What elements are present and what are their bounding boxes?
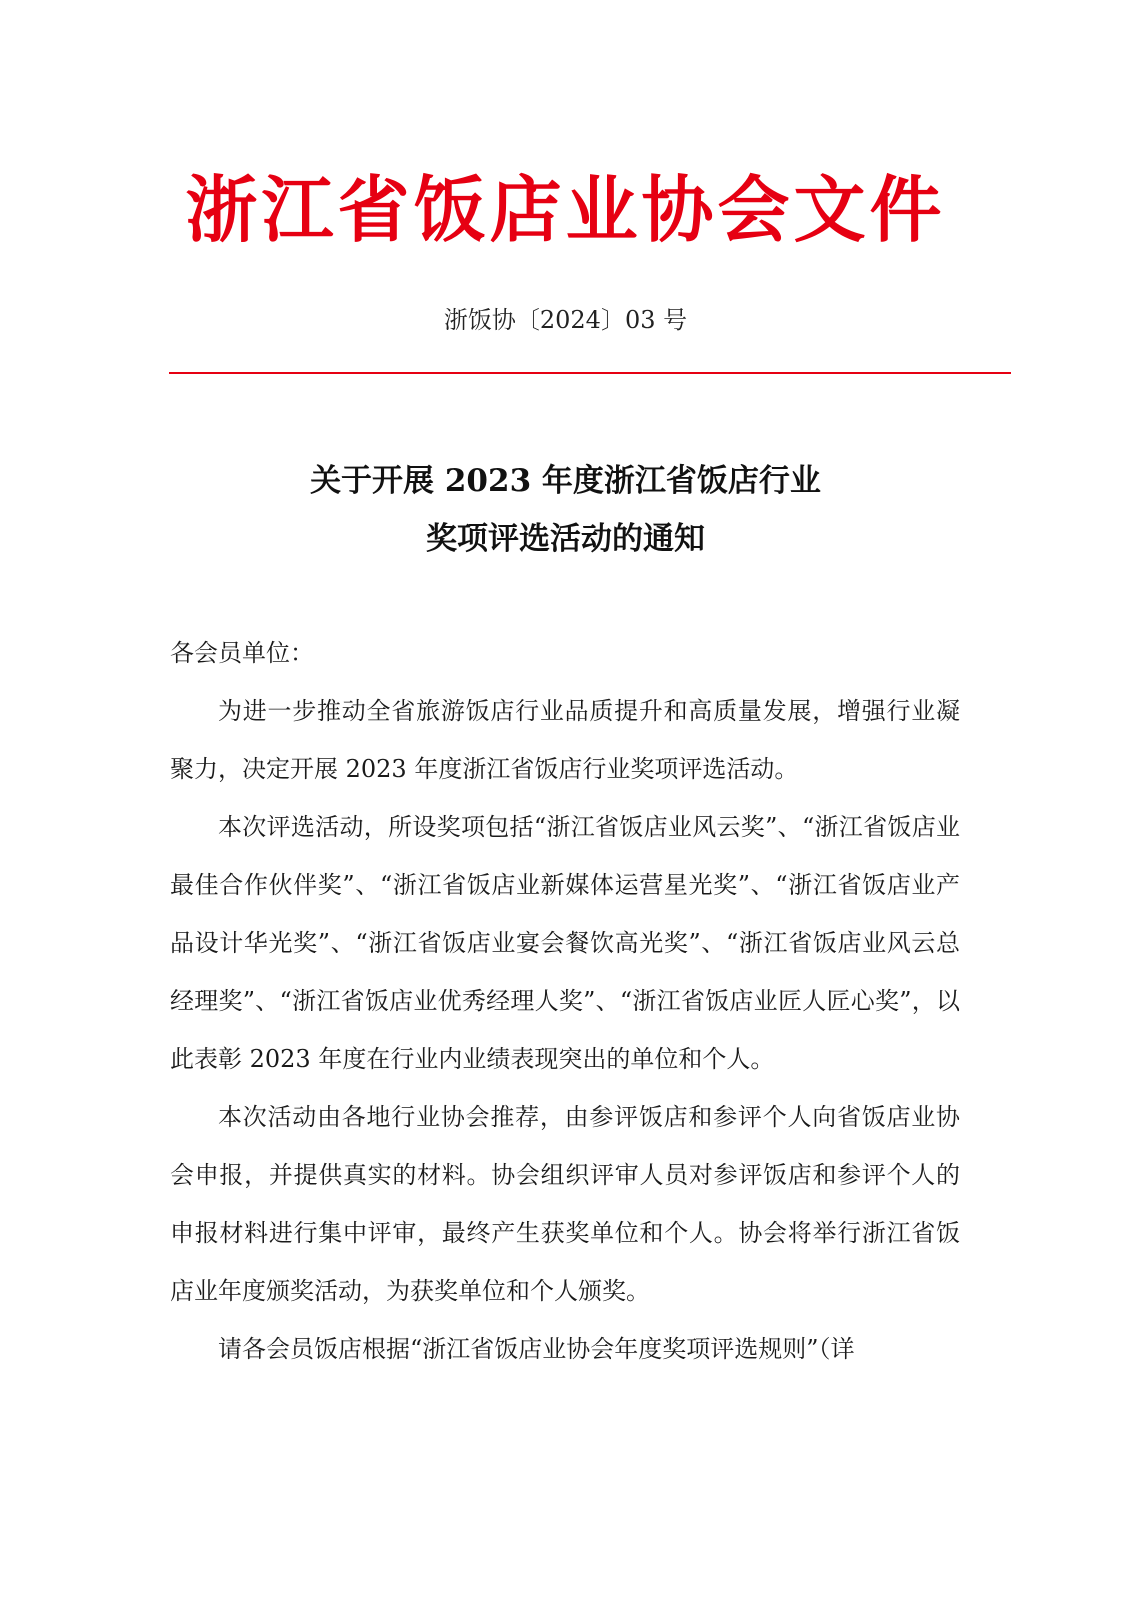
document-header-title: 浙江省饭店业协会文件 bbox=[185, 167, 946, 252]
document-number: 浙饭协〔2024〕03 号 bbox=[443, 306, 688, 334]
notice-title bbox=[0, 452, 1131, 568]
notice-body bbox=[170, 624, 960, 1378]
paragraph-4: 请各会员饭店根据“浙江省饭店业协会年度奖项评选规则”（详 bbox=[218, 1335, 855, 1363]
paragraph-3: 本次活动由各地行业协会推荐，由参评饭店和参评个人向省饭店业协会申报，并提供真实的材料。协会组织评审人员对参评饭店和参评个人的申报材料进行集中评审，最终产生获奖单位和个人。协会将举行浙江省饭店业年度颁奖活动，为获奖单位和个人颁奖。 bbox=[170, 1103, 960, 1305]
notice-title-line-2: 奖项评选活动的通知 bbox=[426, 521, 705, 557]
paragraph-1: 为进一步推动全省旅游饭店行业品质提升和高质量发展，增强行业凝聚力，决定开展 2023 年度浙江省饭店行业奖项评选活动。 bbox=[170, 697, 960, 783]
notice-title-line-1: 关于开展 2023 年度浙江省饭店行业 bbox=[310, 463, 821, 499]
header-divider bbox=[169, 372, 1011, 374]
paragraph-2: 本次评选活动，所设奖项包括“浙江省饭店业风云奖”、“浙江省饭店业最佳合作伙伴奖”、“浙江省饭店业新媒体运营星光奖”、“浙江省饭店业产品设计华光奖”、“浙江省饭店业宴会餐饮高光奖”、“浙江省饭店业风云总经理奖”、“浙江省饭店业优秀经理人奖”、“浙江省饭店业匠人匠心奖”，以此表彰 2023 年度在行业内业绩表现突出的单位和个人。 bbox=[170, 813, 960, 1073]
salutation: 各会员单位： bbox=[170, 639, 314, 667]
